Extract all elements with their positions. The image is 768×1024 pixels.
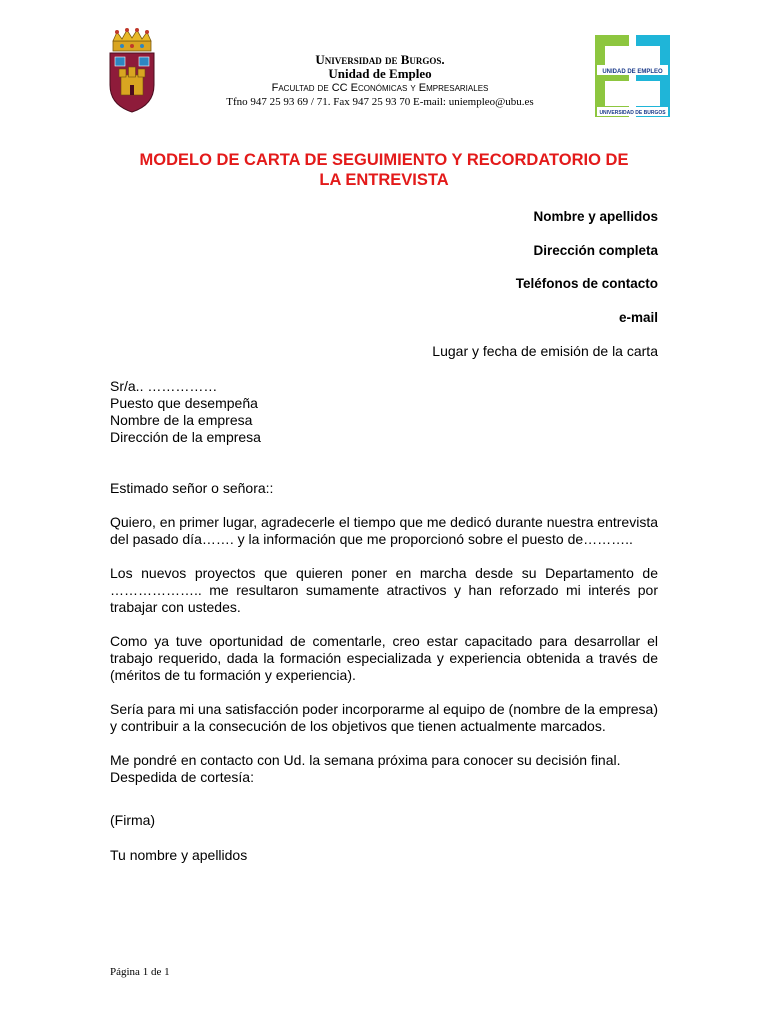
sender-email: e-mail [618, 309, 658, 325]
logo-text-universidad: UNIVERSIDAD DE BURGOS [599, 110, 666, 116]
title-line-2: LA ENTREVISTA [319, 171, 449, 189]
sender-address: Dirección completa [533, 242, 658, 258]
document-title [100, 150, 668, 190]
unit-name: Unidad de Empleo [328, 66, 432, 81]
university-crest-logo [106, 27, 158, 113]
paragraph-5: Me pondré en contacto con Ud. la semana próxima para conocer su decisión final. [110, 752, 621, 768]
sender-block [432, 208, 658, 360]
recipient-name: Sr/a.. …………… [110, 378, 218, 394]
faculty-name: Facultad de CC Económicas y Empresariales [271, 82, 489, 94]
paragraph-2: Los nuevos proyectos que quieren poner en marcha desde su Departamento de ……………….. me resultaron sumamente atractivos y han reforzado mi interés por trabajar con ustedes. [110, 565, 658, 615]
university-name: Universidad de Burgos. [315, 52, 445, 67]
sender-name: Nombre y apellidos [533, 209, 658, 224]
paragraph-3: Como ya tuve oportunidad de comentarle, creo estar capacitado para desarrollar el trabajo requerido, dada la formación especializada y experiencia obtenida a través de (méritos de tu formación y experiencia). [110, 633, 658, 683]
contact-info: Tfno 947 25 93 69 / 71. Fax 947 25 93 70 E-mail: uniempleo@ubu.es [226, 96, 534, 108]
sender-phones: Teléfonos de contacto [515, 276, 658, 291]
recipient-company-address: Dirección de la empresa [110, 429, 261, 445]
paragraph-1: Quiero, en primer lugar, agradecerle el tiempo que me dedicó durante nuestra entrevista del pasado día……. y la información que me proporcionó sobre el puesto de……….. [110, 514, 658, 547]
title-line-1: MODELO DE CARTA DE SEGUIMIENTO Y RECORDATORIO DE [139, 151, 629, 169]
logo-text-unidad: UNIDAD DE EMPLEO [602, 69, 663, 75]
place-and-date: Lugar y fecha de emisión de la carta [432, 343, 658, 359]
unidad-empleo-logo [595, 35, 670, 117]
page-number: Página 1 de 1 [110, 966, 170, 978]
signature: (Firma) [110, 812, 156, 828]
letter-body [110, 378, 658, 864]
recipient-position: Puesto que desempeña [110, 395, 258, 411]
closing: Despedida de cortesía: [110, 769, 254, 785]
greeting: Estimado señor o señora:: [110, 480, 274, 496]
paragraph-4: Sería para mi una satisfacción poder incorporarme al equipo de (nombre de la empresa) y contribuir a la consecución de los objetivos que tienen actualmente marcados. [110, 701, 658, 734]
letterhead [180, 53, 580, 109]
signer-name: Tu nombre y apellidos [110, 847, 248, 863]
recipient-company: Nombre de la empresa [110, 412, 253, 428]
